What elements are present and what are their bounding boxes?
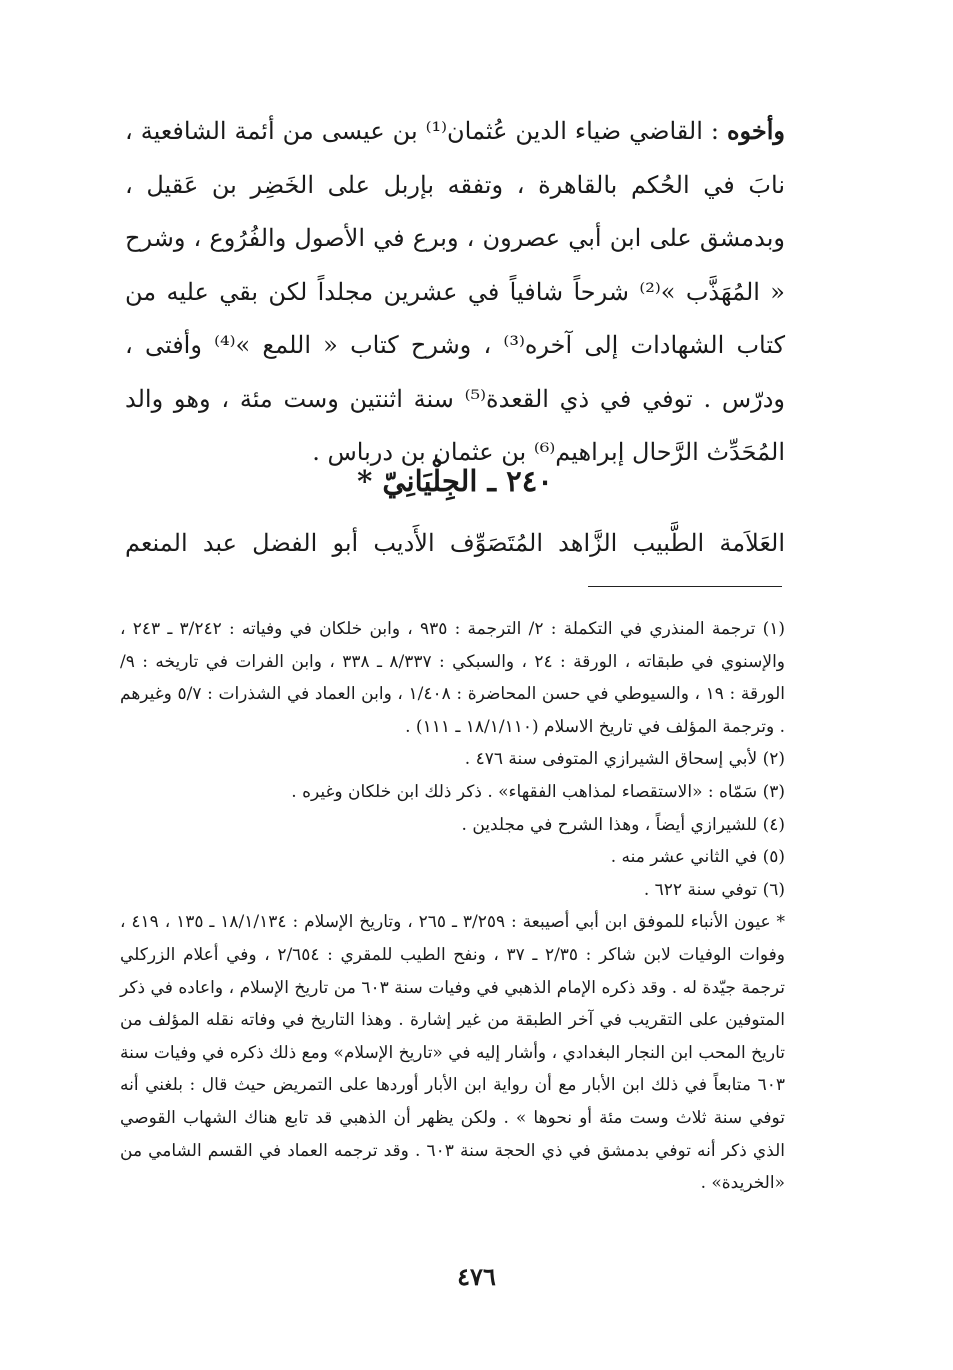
star-footnote: * عيون الأنباء للموفق ابن أبي أصيبعة : ٣/٢٥٩ ـ ٢٦٥ ، وتاريخ الإسلام : ١٨/١/١٣٤ ـ ١٣٥ ، ٤١٩ ، وفوات الوفيات لابن شاكر : ٢/٣٥ ـ ٣٧ ، ونفح الطيب للمقري : ٢/٦٥٤ ، وفي أعلام الزركلي ترجمة جيّدة له . وقد ذكره الإمام الذهبي في وفيات سنة ٦٠٣ من تاريخ الإسلام ، واعاده في ذكر المتوفين على التقريب في آخر الطبقة من غير إشارة . وهذا التاريخ في وفاته نقله المؤلف من تاريخ المحب ابن النجار البغدادي ، وأشار إليه في «تاريخ الإسلام» ومع ذلك ذكره في وفيات سنة ٦٠٣ متابعاً في ذلك ابن الأبار مع أن رواية ابن الأبار أوردها على التمريض حيث قال : بلغني أنه توفي سنة ثلاث وست مئة أو نحوها » . ولكن يظهر أن الذهبي قد تابع هناك الشهاب القوصي الذي ذكر أنه توفي بدمشق في ذي الحجة سنة ٦٠٣ . وقد ترجمه العماد في القسم الشامي من «الخريدة» .: [120, 912, 786, 1194]
page-number: ٤٧٦: [457, 1262, 496, 1291]
footnote-2: (٢) لأبي إسحاق الشيرازي المتوفى سنة ٤٧٦ .: [464, 749, 785, 770]
paragraph-text: : القاضي ضياء الدين عُثمان⁽¹⁾ بن عيسى من أئمة الشافعية ، نابَ في الحُكم بالقاهرة ، وتفقه بإربل على الخَضِر بن عَقيل ، وبدمشق على ابن أبي عصرون ، وبرع في الأصول والفُرُوع ، وشرح « المُهَذَّب »⁽²⁾ شرحاً شافياً في عشرين مجلداً لكن بقي عليه من كتاب الشهادات إلى آخره⁽³⁾ ، وشرح كتاب « اللمع »⁽⁴⁾ وأفتى ، ودرّس . توفي في ذي القعدة⁽⁵⁾ سنة اثنتين وست مئة ، وهو والد المُحَدِّث الرَّحال إبراهيم⁽⁶⁾ بن عثمان بن درباس .: [125, 117, 786, 466]
footnotes-block: [120, 613, 785, 1200]
footnote-6: (٦) توفي سنة ٦٢٢ .: [643, 879, 785, 900]
footnote-1: (١) ترجمة المنذري في التكملة : ٢/ الترجمة : ٩٣٥ ، وابن خلكان في وفياته : ٣/٢٤٢ ـ ٢٤٣ ، والإسنوي في طبقاته ، الورقة : ٢٤ ، والسبكي : ٨/٣٣٧ ـ ٣٣٨ ، وابن الفرات في تاريخه : ٩/الورقة : ١٩ ، والسيوطي في حسن المحاضرة : ١/٤٠٨ ، وابن العماد في الشذرات : ٥/٧ وغيرهم . وترجمة المؤلف في تاريخ الاسلام (١٨/١/١١٠ ـ ١١١) .: [120, 619, 786, 737]
main-text-block: [125, 104, 785, 480]
lead-word: وأخوه: [726, 116, 786, 145]
entry-heading: ٢٤٠ ـ الجِلْيَانِيّ *: [357, 464, 553, 498]
footnote-3: (٣) سَمّاه : «الاستقصاء لمذاهب الفقهاء» . ذكر ذلك ابن خلكان وغيره .: [291, 781, 785, 802]
footnote-4: (٤) للشيرازي أيضاً ، وهذا الشرح في مجلدين .: [461, 814, 785, 835]
footnote-5: (٥) في الثاني عشر منه .: [610, 847, 785, 868]
main-paragraph: [125, 104, 785, 480]
footnote-divider: [588, 586, 782, 587]
entry-first-line: العَلاَمة الطَّبيب الزَّاهد المُتَصَوِّف الأَديب أبو الفضل عبد المنعم: [125, 529, 785, 557]
